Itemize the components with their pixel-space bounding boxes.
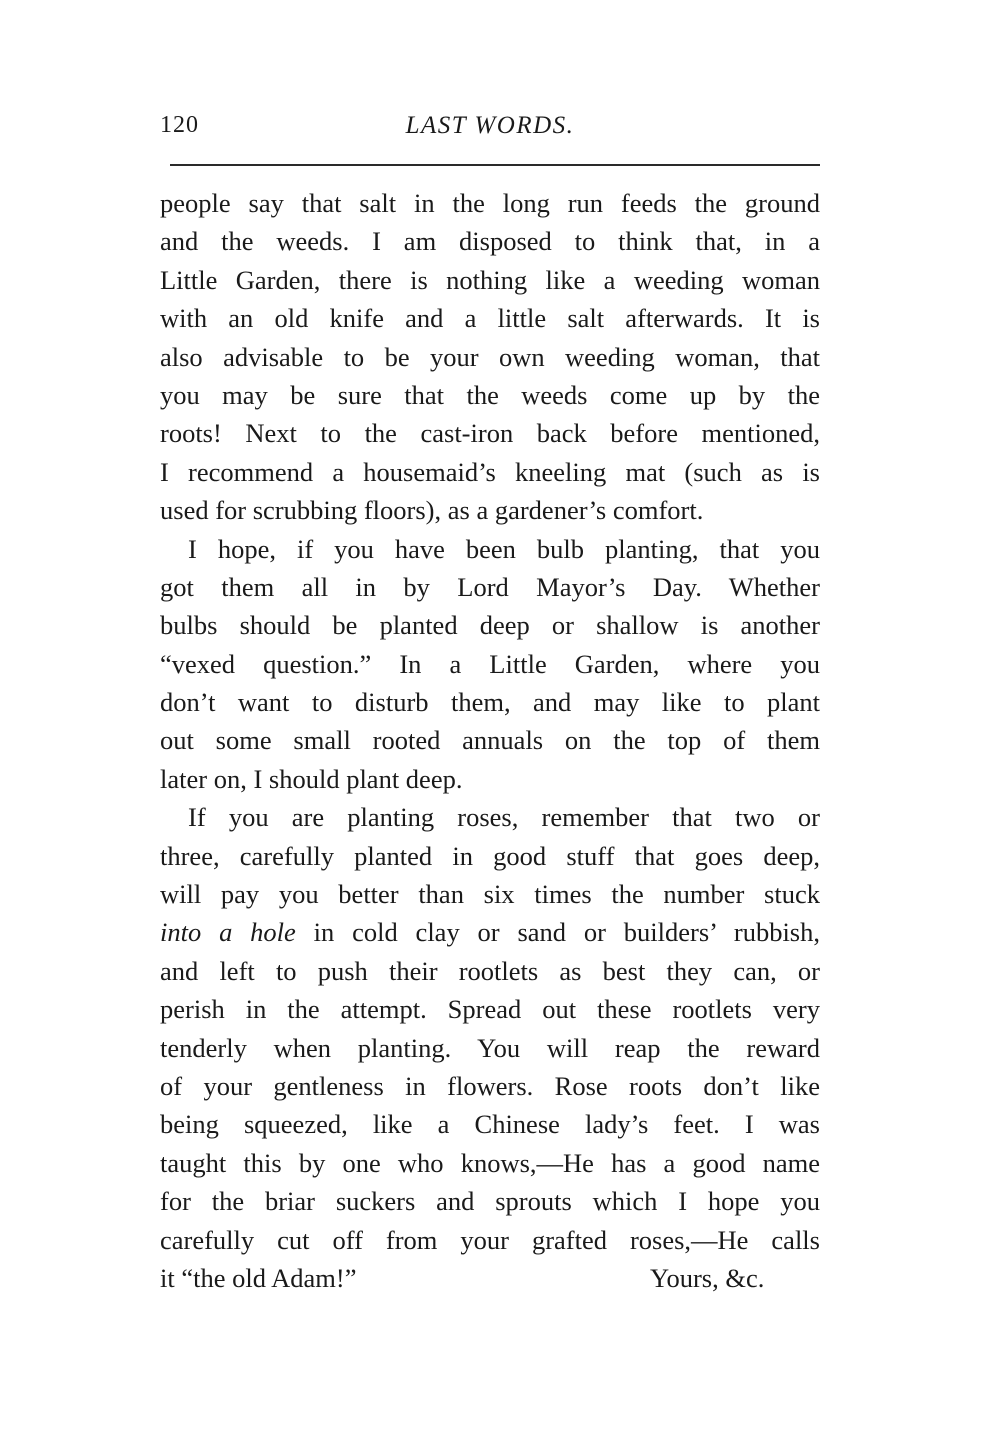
text-line: carefully cut off from your grafted roses,—He calls [160, 1224, 820, 1255]
italic-phrase: into a hole [160, 917, 296, 948]
page-number: 120 [160, 112, 199, 138]
text-line-rest: in cold clay or sand or builders’ rubbish, [295, 917, 820, 948]
text-line: “vexed question.” In a Little Garden, where you [160, 648, 820, 679]
text-line: for the briar suckers and sprouts which I hope you [160, 1186, 820, 1217]
text-line: got them all in by Lord Mayor’s Day. Whether [160, 571, 820, 602]
text-line: bulbs should be planted deep or shallow is another [160, 610, 820, 641]
header-rule [170, 164, 820, 166]
closing-line [160, 1259, 820, 1297]
text-line: being squeezed, like a Chinese lady’s feet. I was [160, 1109, 820, 1140]
text-line: If you are planting roses, remember that two or [188, 802, 820, 833]
text-line: used for scrubbing floors), as a gardener’s comfort. [160, 495, 704, 526]
text-line: later on, I should plant deep. [160, 763, 463, 794]
text-line-with-italic [160, 913, 820, 951]
signoff: Yours, &c. [650, 1262, 765, 1293]
text-line: of your gentleness in flowers. Rose roots don’t like [160, 1070, 820, 1101]
text-line: and the weeds. I am disposed to think that, in a [160, 226, 820, 257]
running-head [160, 112, 820, 148]
text-line: I recommend a housemaid’s kneeling mat (such as is [160, 456, 820, 487]
text-line: three, carefully planted in good stuff that goes deep, [160, 840, 820, 871]
body-text [160, 184, 820, 1297]
text-line: don’t want to disturb them, and may like to plant [160, 687, 820, 718]
text-line: and left to push their rootlets as best they can, or [160, 955, 820, 986]
closing-text: it “the old Adam!” [160, 1262, 357, 1293]
text-line: also advisable to be your own weeding woman, that [160, 341, 820, 372]
text-line: tenderly when planting. You will reap the reward [160, 1032, 820, 1063]
text-line: out some small rooted annuals on the top of them [160, 725, 820, 756]
text-line: Little Garden, there is nothing like a weeding woman [160, 264, 820, 295]
text-line: I hope, if you have been bulb planting, that you [188, 533, 820, 564]
running-title: LAST WORDS. [405, 112, 575, 139]
text-line: with an old knife and a little salt afterwards. It is [160, 303, 820, 334]
text-line: you may be sure that the weeds come up by the [160, 379, 820, 410]
text-line: taught this by one who knows,—He has a good name [160, 1147, 820, 1178]
text-line: perish in the attempt. Spread out these rootlets very [160, 994, 820, 1025]
text-line: people say that salt in the long run feeds the ground [160, 188, 820, 218]
text-line: will pay you better than six times the number stuck [160, 879, 820, 910]
text-line: roots! Next to the cast-iron back before mentioned, [160, 418, 820, 449]
